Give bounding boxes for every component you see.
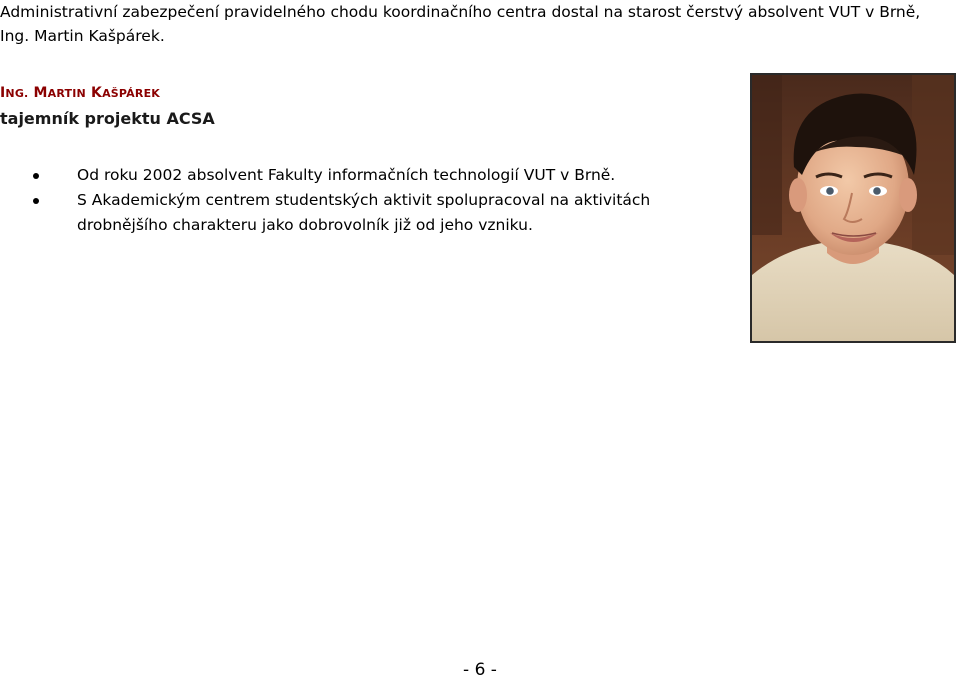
bullet-dot-icon [33, 198, 39, 204]
bullet-item [0, 188, 720, 238]
bullet-dot-icon [33, 173, 39, 179]
intro-line-2: Ing. Martin Kašpárek. [0, 27, 165, 45]
bullet-text: Od roku 2002 absolvent Fakulty informačních technologií VUT v Brně. [77, 166, 616, 184]
person-role: tajemník projektu ACSA [0, 109, 215, 128]
bio-bullet-list [0, 163, 720, 238]
page-number: - 6 - [463, 660, 497, 680]
bullet-item [0, 163, 720, 188]
intro-paragraph [0, 0, 960, 48]
portrait-illustration [752, 75, 954, 341]
portrait-photo [750, 73, 956, 343]
name-part-2: MARTIN [33, 85, 86, 101]
name-part-3: KAŠPÁREK [91, 85, 161, 101]
intro-line-1: Administrativní zabezpečení pravidelného chodu koordinačního centra dostal na starost čerstvý absolvent VUT v Brně, [0, 3, 921, 21]
person-name-heading [0, 84, 160, 103]
bullet-text: S Akademickým centrem studentských aktivit spolupracoval na aktivitách drobnějšího charakteru jako dobrovolník již od jeho vzniku. [77, 191, 651, 234]
name-part-1: ING. [0, 85, 29, 101]
